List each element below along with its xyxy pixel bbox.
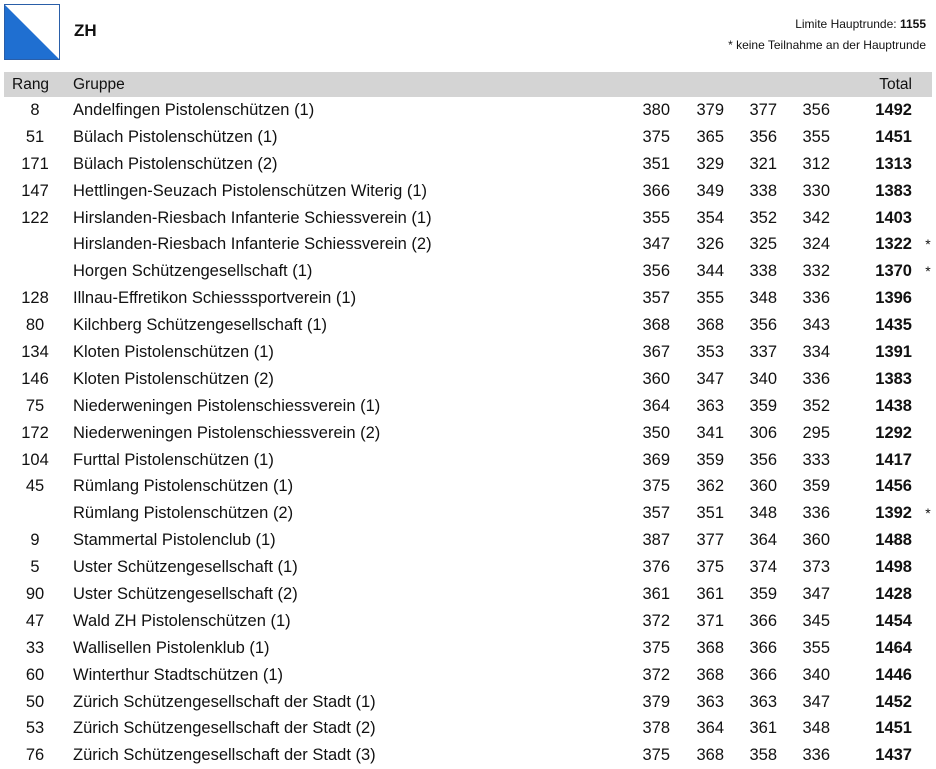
- score-2-cell: 353: [696, 343, 724, 362]
- total-cell: 1313: [875, 154, 912, 173]
- score-1-cell: 375: [642, 477, 670, 496]
- total-cell: 1437: [875, 746, 912, 765]
- column-header-rank: Rang: [12, 76, 50, 93]
- total-cell: 1392: [875, 504, 912, 523]
- rank-cell: 104: [21, 450, 49, 469]
- score-2-cell: 363: [696, 396, 724, 415]
- score-4-cell: 336: [802, 746, 830, 765]
- total-cell: 1451: [875, 127, 912, 146]
- score-4-cell: 347: [802, 585, 830, 604]
- total-cell: 1370: [875, 262, 912, 281]
- score-2-cell: 368: [696, 638, 724, 657]
- table-row: [4, 178, 932, 205]
- score-2-cell: 375: [696, 558, 724, 577]
- score-3-cell: 338: [749, 181, 777, 200]
- score-4-cell: 373: [802, 558, 830, 577]
- column-header-group: Gruppe: [73, 76, 125, 93]
- group-cell: Zürich Schützengesellschaft der Stadt (2): [73, 719, 376, 738]
- group-cell: Kilchberg Schützengesellschaft (1): [73, 316, 328, 335]
- total-cell: 1292: [875, 423, 912, 442]
- rank-cell: 45: [25, 477, 45, 496]
- group-cell: Wallisellen Pistolenklub (1): [73, 638, 270, 657]
- score-2-cell: 379: [696, 101, 724, 119]
- group-cell: Hettlingen-Seuzach Pistolenschützen Witerig (1): [73, 181, 428, 200]
- score-4-cell: 336: [802, 504, 830, 523]
- rank-cell: 171: [21, 154, 49, 173]
- score-4-cell: 340: [802, 665, 830, 684]
- group-cell: Wald ZH Pistolenschützen (1): [73, 611, 291, 630]
- group-cell: Bülach Pistolenschützen (2): [73, 154, 278, 173]
- rank-cell: 147: [21, 181, 49, 200]
- rank-cell: 122: [21, 208, 49, 227]
- group-cell: Furttal Pistolenschützen (1): [73, 450, 274, 469]
- rank-cell: 172: [21, 423, 49, 442]
- score-1-cell: 357: [642, 289, 670, 308]
- table-row: [4, 205, 932, 232]
- table-row: [4, 554, 932, 581]
- rank-cell: 50: [25, 692, 45, 711]
- score-4-cell: 330: [802, 181, 830, 200]
- rank-cell: 33: [25, 638, 45, 657]
- score-2-cell: 344: [696, 262, 724, 281]
- group-cell: Illnau-Effretikon Schiesssportverein (1): [73, 289, 357, 308]
- rank-cell: 76: [25, 746, 45, 765]
- table-row: [4, 393, 932, 420]
- group-cell: Uster Schützengesellschaft (1): [73, 558, 298, 577]
- score-4-cell: 347: [802, 692, 830, 711]
- score-3-cell: 366: [749, 638, 777, 657]
- score-1-cell: 356: [642, 262, 670, 281]
- score-2-cell: 368: [696, 746, 724, 765]
- score-2-cell: 377: [696, 531, 724, 550]
- rank-cell: 53: [25, 719, 45, 738]
- score-3-cell: 374: [749, 558, 777, 577]
- table-row: [4, 715, 932, 742]
- rank-cell: 8: [30, 101, 40, 119]
- score-1-cell: 387: [642, 531, 670, 550]
- limit-value: 1155: [899, 17, 926, 31]
- score-2-cell: 354: [696, 208, 724, 227]
- score-3-cell: 340: [749, 369, 777, 388]
- score-4-cell: 355: [802, 127, 830, 146]
- score-1-cell: 369: [642, 450, 670, 469]
- score-1-cell: 380: [642, 101, 670, 119]
- score-3-cell: 356: [749, 316, 777, 335]
- score-1-cell: 376: [642, 558, 670, 577]
- table-row: [4, 500, 932, 527]
- score-1-cell: 364: [642, 396, 670, 415]
- total-cell: 1451: [875, 719, 912, 738]
- total-cell: 1488: [875, 531, 912, 550]
- rank-cell: 90: [25, 585, 45, 604]
- table-row: [4, 312, 932, 339]
- score-1-cell: 351: [642, 154, 670, 173]
- table-row: [4, 689, 932, 716]
- score-4-cell: 345: [802, 611, 830, 630]
- score-1-cell: 347: [642, 235, 670, 254]
- rank-cell: 134: [21, 343, 49, 362]
- rank-cell: 80: [25, 316, 45, 335]
- total-cell: 1391: [875, 343, 912, 362]
- score-3-cell: 321: [749, 154, 777, 173]
- score-4-cell: 333: [802, 450, 830, 469]
- total-cell: 1464: [875, 638, 912, 657]
- score-3-cell: 364: [749, 531, 777, 550]
- score-4-cell: 324: [802, 235, 830, 254]
- score-1-cell: 379: [642, 692, 670, 711]
- score-2-cell: 371: [696, 611, 724, 630]
- score-3-cell: 361: [749, 719, 777, 738]
- score-4-cell: 342: [802, 208, 830, 227]
- total-cell: 1498: [875, 558, 912, 577]
- group-cell: Kloten Pistolenschützen (2): [73, 369, 274, 388]
- score-2-cell: 364: [696, 719, 724, 738]
- score-2-cell: 351: [696, 504, 724, 523]
- score-3-cell: 348: [749, 504, 777, 523]
- score-1-cell: 368: [642, 316, 670, 335]
- table-row: [4, 258, 932, 285]
- score-4-cell: 295: [802, 423, 830, 442]
- score-3-cell: 359: [749, 585, 777, 604]
- group-cell: Zürich Schützengesellschaft der Stadt (3): [73, 746, 376, 765]
- score-4-cell: 334: [802, 343, 830, 362]
- score-1-cell: 378: [642, 719, 670, 738]
- total-cell: 1383: [875, 369, 912, 388]
- rank-cell: 128: [21, 289, 49, 308]
- score-1-cell: 367: [642, 343, 670, 362]
- score-2-cell: 349: [696, 181, 724, 200]
- score-1-cell: 350: [642, 423, 670, 442]
- table-row: [4, 527, 932, 554]
- rank-cell: 51: [25, 127, 45, 146]
- score-3-cell: 338: [749, 262, 777, 281]
- score-1-cell: 375: [642, 127, 670, 146]
- total-cell: 1403: [875, 208, 912, 227]
- page-header: [0, 0, 936, 70]
- score-3-cell: 356: [749, 450, 777, 469]
- score-2-cell: 365: [696, 127, 724, 146]
- ranking-table: [4, 72, 932, 769]
- canton-code: ZH: [74, 21, 97, 40]
- score-3-cell: 348: [749, 289, 777, 308]
- score-3-cell: 358: [749, 746, 777, 765]
- table-row: [4, 635, 932, 662]
- table-row: [4, 473, 932, 500]
- rank-cell: 75: [25, 396, 45, 415]
- score-2-cell: 362: [696, 477, 724, 496]
- table-row: [4, 742, 932, 769]
- score-2-cell: 347: [696, 369, 724, 388]
- score-4-cell: 336: [802, 289, 830, 308]
- note-marker: *: [925, 236, 931, 253]
- score-1-cell: 372: [642, 611, 670, 630]
- canton-flag-icon: [4, 4, 60, 60]
- total-cell: 1428: [875, 585, 912, 604]
- rank-cell: 47: [25, 611, 45, 630]
- table-row: [4, 285, 932, 312]
- group-cell: Niederweningen Pistolenschiessverein (2): [73, 423, 381, 442]
- score-1-cell: 361: [642, 585, 670, 604]
- score-3-cell: 363: [749, 692, 777, 711]
- total-cell: 1454: [875, 611, 912, 630]
- group-cell: Zürich Schützengesellschaft der Stadt (1): [73, 692, 376, 711]
- table-row: [4, 420, 932, 447]
- score-1-cell: 375: [642, 638, 670, 657]
- score-3-cell: 356: [749, 127, 777, 146]
- table-row: [4, 608, 932, 635]
- limit-line: [728, 14, 926, 35]
- score-2-cell: 368: [696, 316, 724, 335]
- table-row: [4, 339, 932, 366]
- table-row: [4, 581, 932, 608]
- table-row: [4, 97, 932, 124]
- limit-label: Limite Hauptrunde:: [795, 17, 897, 31]
- score-3-cell: 352: [749, 208, 777, 227]
- group-cell: Kloten Pistolenschützen (1): [73, 343, 274, 362]
- score-1-cell: 355: [642, 208, 670, 227]
- rank-cell: 9: [30, 531, 40, 550]
- note-marker: *: [925, 505, 931, 522]
- score-2-cell: 363: [696, 692, 724, 711]
- group-cell: Stammertal Pistolenclub (1): [73, 531, 276, 550]
- total-cell: 1417: [875, 450, 912, 469]
- score-4-cell: 343: [802, 316, 830, 335]
- column-header-total: Total: [879, 76, 912, 93]
- score-3-cell: 325: [749, 235, 777, 254]
- score-2-cell: 341: [696, 423, 724, 442]
- total-cell: 1452: [875, 692, 912, 711]
- group-cell: Horgen Schützengesellschaft (1): [73, 262, 313, 281]
- total-cell: 1383: [875, 181, 912, 200]
- header-notes: [728, 14, 926, 56]
- total-cell: 1322: [875, 235, 912, 254]
- group-cell: Rümlang Pistolenschützen (1): [73, 477, 294, 496]
- score-4-cell: 359: [802, 477, 830, 496]
- table-row: [4, 366, 932, 393]
- group-cell: Uster Schützengesellschaft (2): [73, 585, 298, 604]
- rank-cell: 5: [30, 558, 40, 577]
- score-2-cell: 355: [696, 289, 724, 308]
- total-cell: 1492: [875, 101, 912, 119]
- score-3-cell: 360: [749, 477, 777, 496]
- score-2-cell: 368: [696, 665, 724, 684]
- score-1-cell: 360: [642, 369, 670, 388]
- score-4-cell: 356: [802, 101, 830, 119]
- score-4-cell: 336: [802, 369, 830, 388]
- table-row: [4, 447, 932, 474]
- score-2-cell: 361: [696, 585, 724, 604]
- score-1-cell: 357: [642, 504, 670, 523]
- table-row: [4, 662, 932, 689]
- total-cell: 1435: [875, 316, 912, 335]
- score-3-cell: 337: [749, 343, 777, 362]
- group-cell: Rümlang Pistolenschützen (2): [73, 504, 294, 523]
- score-4-cell: 332: [802, 262, 830, 281]
- total-cell: 1456: [875, 477, 912, 496]
- rank-cell: 60: [25, 665, 45, 684]
- score-3-cell: 366: [749, 665, 777, 684]
- score-4-cell: 352: [802, 396, 830, 415]
- total-cell: 1446: [875, 665, 912, 684]
- score-1-cell: 372: [642, 665, 670, 684]
- group-cell: Niederweningen Pistolenschiessverein (1): [73, 396, 381, 415]
- group-cell: Andelfingen Pistolenschützen (1): [73, 101, 315, 119]
- table-row: [4, 231, 932, 258]
- group-cell: Winterthur Stadtschützen (1): [73, 665, 284, 684]
- table-header: [4, 72, 932, 97]
- note-marker: *: [925, 263, 931, 280]
- score-4-cell: 360: [802, 531, 830, 550]
- rank-cell: 146: [21, 369, 49, 388]
- score-1-cell: 366: [642, 181, 670, 200]
- table-row: [4, 124, 932, 151]
- score-3-cell: 366: [749, 611, 777, 630]
- group-cell: Hirslanden-Riesbach Infanterie Schiessverein (1): [73, 208, 432, 227]
- footnote: * keine Teilnahme an der Hauptrunde: [728, 38, 926, 52]
- group-cell: Bülach Pistolenschützen (1): [73, 127, 278, 146]
- score-4-cell: 312: [802, 154, 830, 173]
- table-row: [4, 151, 932, 178]
- score-4-cell: 348: [802, 719, 830, 738]
- score-3-cell: 377: [749, 101, 777, 119]
- score-3-cell: 359: [749, 396, 777, 415]
- score-2-cell: 359: [696, 450, 724, 469]
- score-4-cell: 355: [802, 638, 830, 657]
- group-cell: Hirslanden-Riesbach Infanterie Schiessverein (2): [73, 235, 432, 254]
- table-body: [4, 97, 932, 769]
- score-2-cell: 329: [696, 154, 724, 173]
- score-2-cell: 326: [696, 235, 724, 254]
- total-cell: 1396: [875, 289, 912, 308]
- total-cell: 1438: [875, 396, 912, 415]
- score-3-cell: 306: [749, 423, 777, 442]
- score-1-cell: 375: [642, 746, 670, 765]
